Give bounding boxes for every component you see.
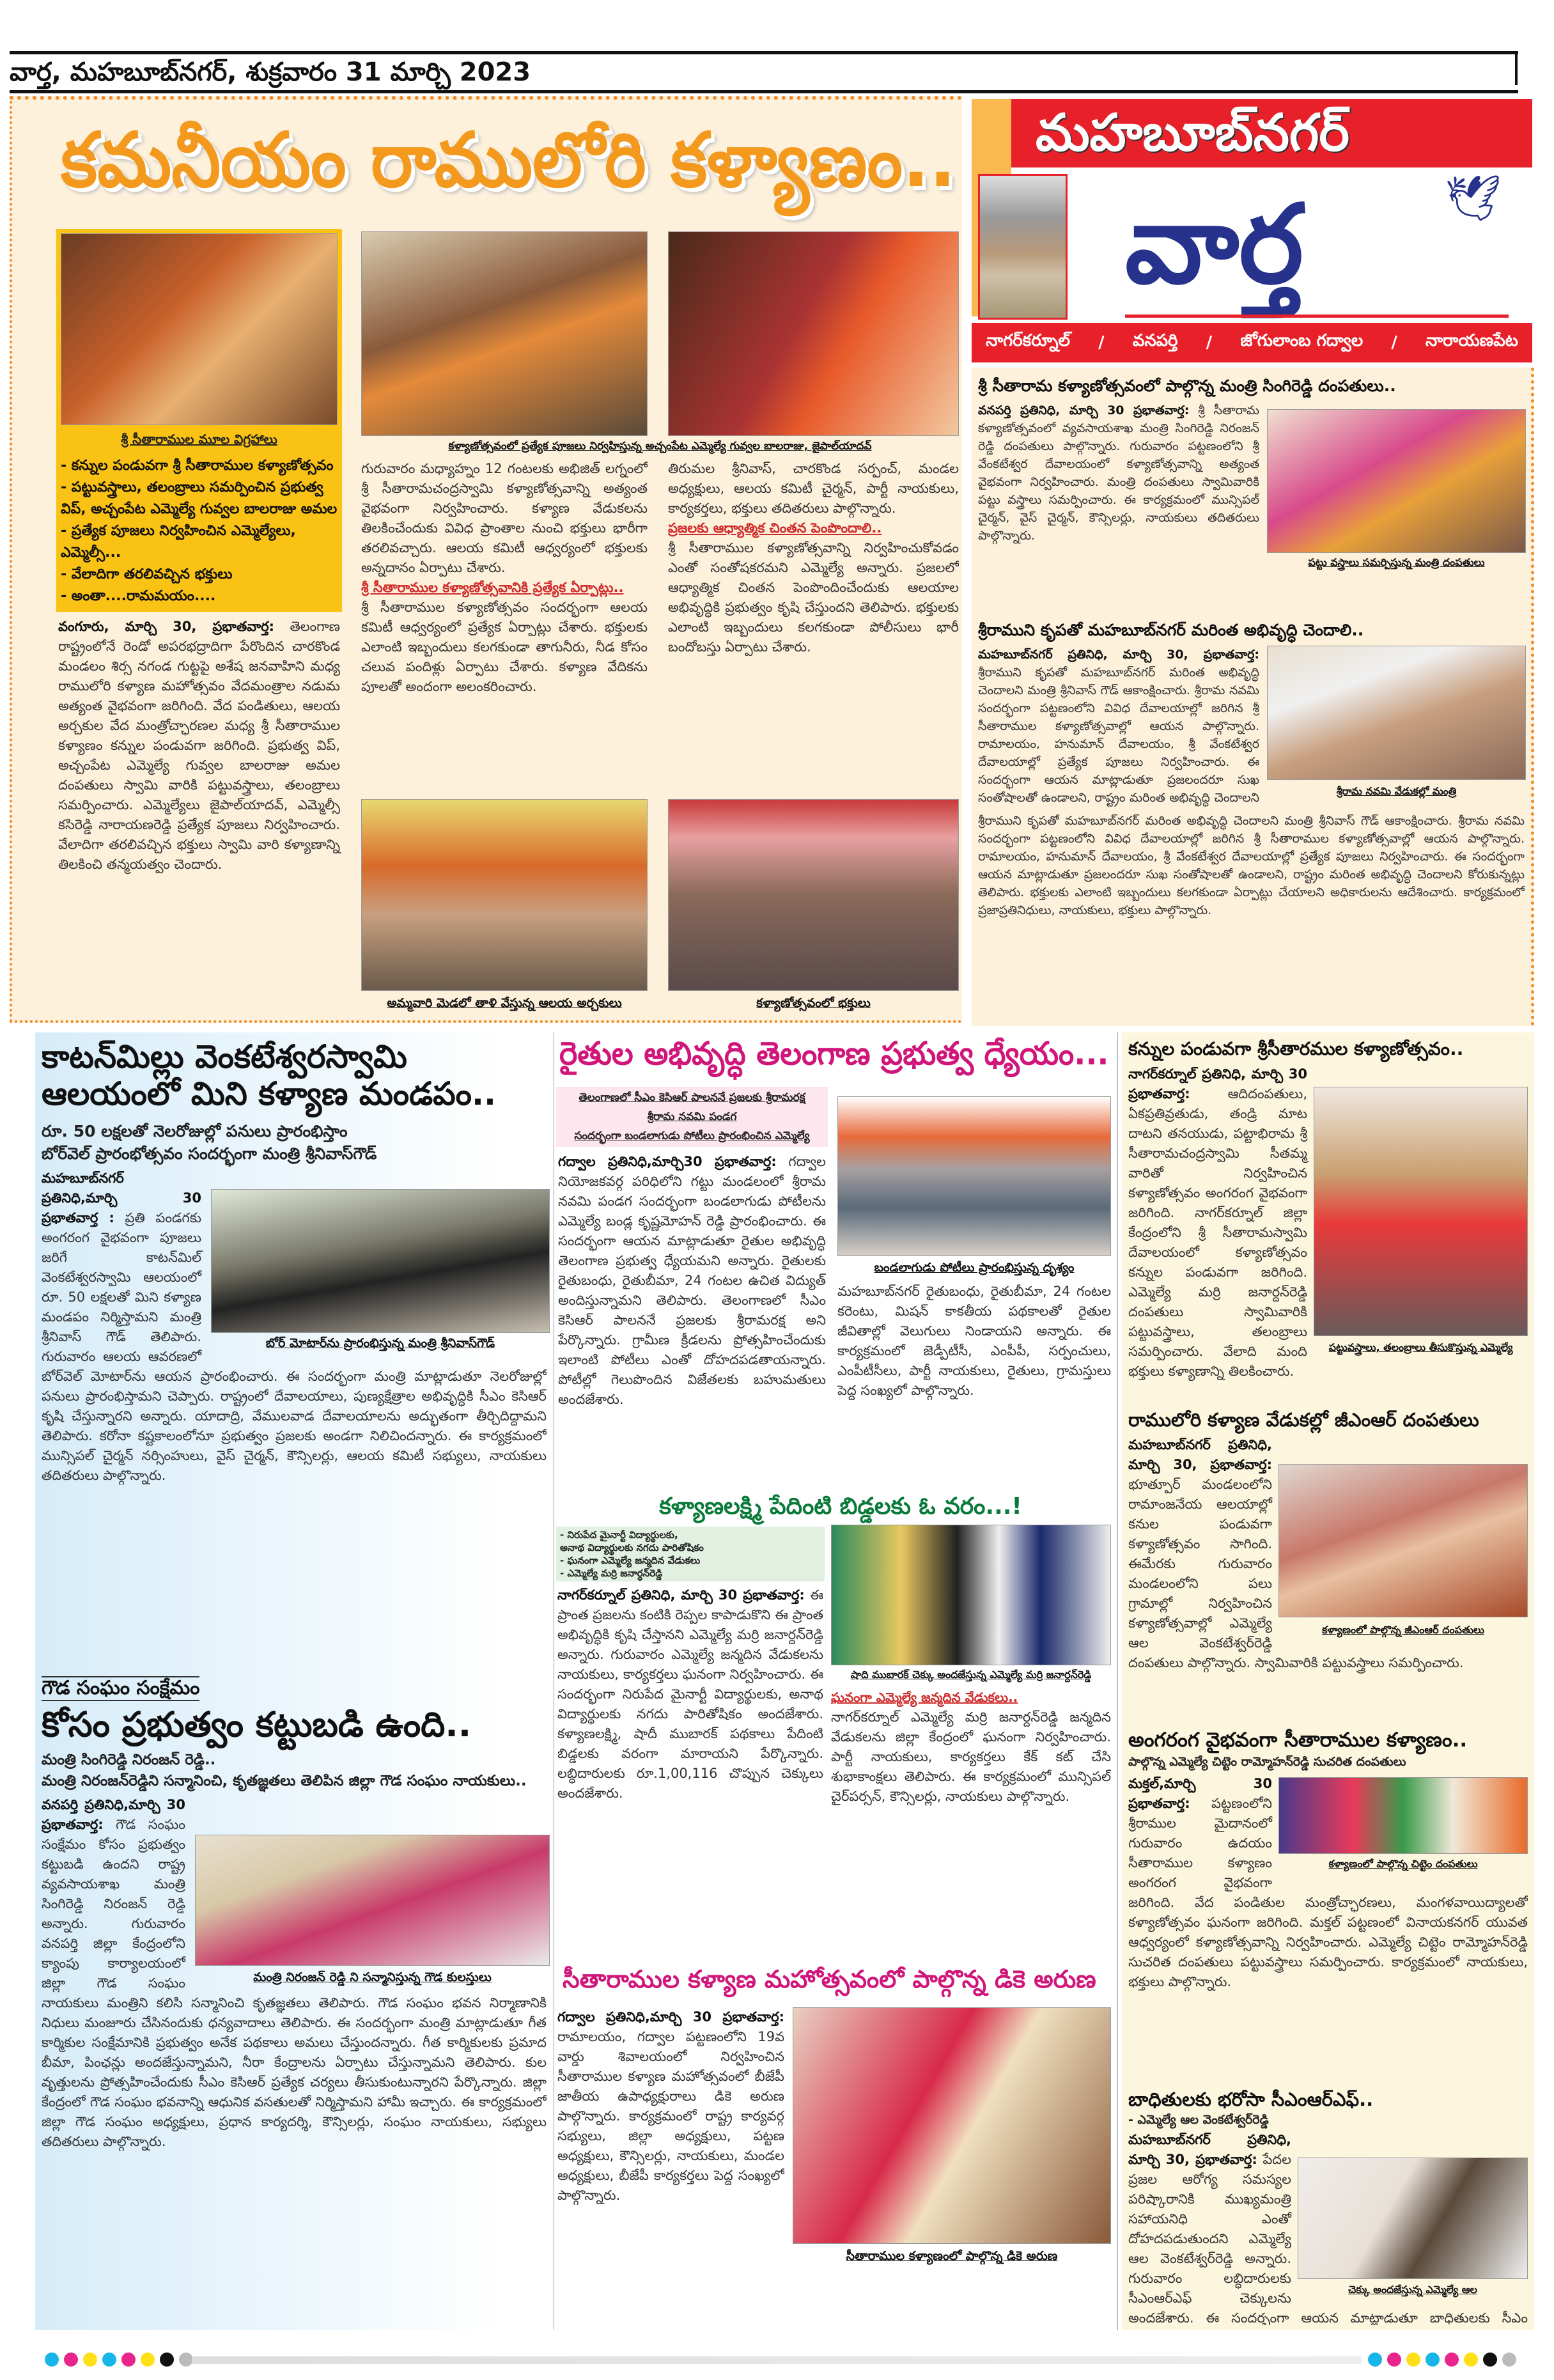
gmr-photo — [1278, 1464, 1528, 1617]
chittem-photo — [1278, 1777, 1528, 1854]
minister-couple-caption: పట్టు వస్త్రాలు సమర్పిస్తున్న మంత్రి దంపతులు — [1308, 556, 1485, 568]
top-story-col2: గురువారం మధ్యాహ్నం 12 గంటలకు అభిజిత్ లగ్నంలో శ్రీ సీతారామచంద్రస్వామి కళ్యాణోత్సవాన్ని అత్యంత వైభవంగా నిర్వహించారు. కళ్యాణ వేడుకలను తిలకించేందుకు వివిధ ప్రాంతాల నుంచి భక్తులు భారీగా తరలివచ్చారు. ఆలయ కమిటీ ఆధ్వర్యంలో భక్తులకు అన్నదానం ఏర్పాటు చేశారు. శ్రీ సీతారాముల కళ్యాణోత్సవానికి ప్రత్యేక ఏర్పాట్లు.. శ్రీ సీతారాముల కళ్యాణోత్సవం సందర్భంగా ఆలయ కమిటీ ఆధ్వర్యంలో ప్రత్యేక ఏర్పాట్లు చేశారు. భక్తులకు ఎలాంటి ఇబ్బందులు కలగకుండా తాగునీరు, నీడ కోసం చలువ పందిళ్లు ఏర్పాటు చేశారు. కళ్యాణ వేదికను పూలతో అందంగా అలంకరించారు. — [361, 461, 648, 694]
dk-aruna-caption: సీతారాముల కళ్యాణంలో పాల్గొన్న డికె అరుణ — [846, 2249, 1058, 2263]
top-story-col1: వంగూరు, మార్చి 30, ప్రభాతవార్త: తెలంగాణ రాష్ట్రంలోనే రెండో అపరభద్రాదిగా పేరొందిన చారకొండ మండలం శిర్స నగండ గుట్టపై అశేష జనవాహిని మధ్య రాములోరి కళ్యాణ మహోత్సవం వేదమంత్రాల నడుమ అత్యంత వైభవంగా జరిగింది. వేద పండితులు, ఆలయ అర్చకుల వేద మంత్రోచ్ఛారణల మధ్య శ్రీ సీతారాముల కళ్యాణం కన్నుల పండువగా జరిగింది. ప్రభుత్వ విప్, అచ్చంపేట ఎమ్మెల్యే గువ్వల బాలరాజు అమల దంపతులు స్వామి వారికి పట్టువస్త్రాలు, తలంబ్రాలు సమర్పించారు. ఎమ్మెల్యేలు జైపాల్‌యాదవ్, ఎమ్మెల్సీ కసిరెడ్డి నారాయణరెడ్డి ప్రత్యేక పూజలు నిర్వహించారు. వేలాదిగా తరలివచ్చిన భక్తులు స్వామి వారి కళ్యాణాన్ని తిలకించి తన్మయత్వం చెందారు. — [58, 619, 340, 872]
district-gadwal: జోగులాంబ గద్వాల — [1240, 331, 1364, 350]
idol-caption: శ్రీ సీతారాముల మూల విగ్రహాలు — [121, 432, 277, 447]
navami-photo — [1267, 646, 1526, 780]
bullet: - కన్నుల పండువగా శ్రీ సీతారాముల కళ్యాణోత్సవం — [61, 458, 334, 474]
gmr-caption: కళ్యాణంలో పాల్గొన్న జీఎంఆర్ దంపతులు — [1322, 1624, 1484, 1636]
dk-aruna-body: గద్వాల ప్రతినిధి,మార్చి 30 ప్రభాతవార్త: రామాలయం, గద్వాల పట్టణంలోని 19వ వార్డు శివాలయంలో నిర్వహించిన సీతారాముల కళ్యాణ మహోత్సవంలో బీజేపీ జాతీయ ఉపాధ్యక్షురాలు డికె అరుణ పాల్గొన్నారు. కార్యక్రమంలో రాష్ట్ర కార్యవర్గ సభ్యులు, జిల్లా అధ్యక్షులు, పట్టణ అధ్యక్షులు, కౌన్సిలర్లు, నాయకులు, మండల అధ్యక్షులు, బీజేపీ కార్యకర్తలు పెద్ద సంఖ్యలో పాల్గొన్నారు. — [557, 2009, 784, 2203]
highlight-bullets — [61, 455, 338, 607]
dk-aruna-headline: సీతారాముల కళ్యాణ మహోత్సవంలో పాల్గొన్న డికె అరుణ — [563, 1965, 1096, 1993]
cmrf-caption: చెక్కు అందజేస్తున్న ఎమ్మెల్యే ఆల — [1348, 2283, 1477, 2296]
cottonmill-sub1: రూ. 50 లక్షలతో నెలరోజుల్లో పనులు ప్రారంభిస్తాం — [42, 1122, 348, 1140]
masthead-city: మహబూబ్‌నగర్ — [1036, 103, 1349, 162]
gowda-caption: మంత్రి నిరంజన్ రెడ్డి ని సన్మానిస్తున్న గౌడ కులస్తులు — [253, 1970, 492, 1984]
gowda-headline: కోసం ప్రభుత్వం కట్టుబడి ఉంది.. — [42, 1704, 472, 1745]
header-top-rule — [10, 51, 1518, 54]
chittem-headline: అంగరంగ వైభవంగా సీతారాముల కళ్యాణం.. — [1128, 1729, 1468, 1752]
dateline: వార్త, మహబూబ్‌నగర్, శుక్రవారం 31 మార్చి 2023 — [10, 58, 531, 87]
gowda-sub1: మంత్రి సింగిరెడ్డి నిరంజన్ రెడ్డి.. — [42, 1752, 216, 1768]
gowda-body: వనపర్తి ప్రతినిధి,మార్చి 30 ప్రభాతవార్త: గౌడ సంఘం సంక్షేమం కోసం ప్రభుత్వం కట్టుబడి ఉందని రాష్ట్ర వ్యవసాయశాఖ మంత్రి సింగిరెడ్డి నిరంజన్ రెడ్డి అన్నారు. గురువారం వనపర్తి జిల్లా కేంద్రంలోని క్యాంపు కార్యాలయంలో జిల్లా గౌడ సంఘం నాయకులు మంత్రిని కలిసి సన్మానించి కృతజ్ఞతలు తెలిపారు. గౌడ సంఘం భవన నిర్మాణానికి నిధులు మంజూరు చేసినందుకు ధన్యవాదాలు తెలిపారు. ఈ సందర్భంగా మంత్రి మాట్లాడుతూ గీత కార్మికుల సంక్షేమానికి ప్రభుత్వం అనేక పథకాలు అమలు చేస్తుందన్నారు. గీత కార్మికులకు ప్రమాద బీమా, పింఛన్లు అందజేస్తున్నామని, నీరా కేంద్రాలను ఏర్పాటు చేస్తున్నామని తెలిపారు. కుల వృత్తులను ప్రోత్సహించేందుకు సీఎం కెసిఆర్ ప్రత్యేక చర్యలు తీసుకుంటున్నారని పేర్కొన్నారు. జిల్లా కేంద్రంలో గౌడ సంఘం భవనాన్ని ఆధునిక వసతులతో నిర్మిస్తామని హామీ ఇచ్చారు. ఈ కార్యక్రమంలో జిల్లా గౌడ సంఘం అధ్యక్షులు, ప్రధాన కార్యదర్శి, కౌన్సిలర్లు, సంఘం నాయకులు, సభ్యులు తదితరులు పాల్గొన్నారు. — [42, 1795, 547, 2326]
gowda-sub2: మంత్రి నిరంజన్‌రెడ్డిని సన్మానించి, కృతజ్ఞతలు తెలిపిన జిల్లా గౌడ సంఘం నాయకులు.. — [42, 1773, 527, 1789]
kalyanalakshmi-left-column — [556, 1527, 825, 1956]
bullet: - పట్టువస్త్రాలు, తలంబ్రాలు సమర్పించిన ప్రభుత్వ విప్, అచ్చంపేట ఎమ్మెల్యే గువ్వల బాలరాజు అమల — [61, 479, 338, 517]
dove-icon: 🕊 — [1445, 172, 1502, 224]
kannula-headline: కన్నుల పండువగా శ్రీసీతారముల కళ్యాణోత్సవం.. — [1128, 1038, 1464, 1059]
cottonmill-headline: కాటన్‌మిల్లు వెంకటేశ్వరస్వామి ఆలయంలో మిని కళ్యాణ మండపం.. — [42, 1038, 497, 1112]
cheque-photo — [831, 1525, 1111, 1665]
registration-marks-left — [45, 2353, 193, 2367]
ritual-caption: అమ్మవారి మెడలో తాళి వేస్తున్న ఆలయ అర్చకులు — [387, 996, 622, 1010]
bull-race-caption: బండలాగుడు పోటీలు ప్రారంభిస్తున్న దృశ్యం — [874, 1261, 1075, 1275]
top-story-col3: తిరుమల శ్రీనివాస్, చారకొండ సర్పంచ్, మండల అధ్యక్షులు, ఆలయ కమిటీ చైర్మన్, పార్టీ నాయకులు, కార్యకర్తలు, భక్తులు తదితరులు పాల్గొన్నారు. ప్రజలకు ఆధ్యాత్మిక చింతన పెంపొందాలి.. శ్రీ సీతారాముల కళ్యాణోత్సవాన్ని నిర్వహించుకోవడం ఎంతో సంతోషకరమని ఎమ్మెల్యే అన్నారు. ప్రజలలో ఆధ్యాత్మిక చింతన పెంపొందించేందుకు ఆలయాల అభివృద్ధికి ప్రభుత్వం కృషి చేస్తుందని తెలిపారు. భక్తులకు ఎలాంటి ఇబ్బందులు కలగకుండా పోలీసులు భారీ బందోబస్తు ఏర్పాటు చేశారు. — [668, 461, 959, 655]
bore-motor-caption: బోర్ మోటార్‌ను ప్రారంభిస్తున్న మంత్రి శ్రీనివాస్‌గౌడ్ — [265, 1336, 495, 1350]
cheque-caption: షాది ముబారక్ చెక్కు అందజేస్తున్న ఎమ్మెల్యే మర్రి జనార్దన్‌రెడ్డి — [850, 1668, 1092, 1681]
header-side-mark — [1515, 54, 1518, 85]
right-top-body2-cont: శ్రీరాముని కృపతో మహబూబ్‌నగర్ మరింత అభివృద్ధి చెందాలని మంత్రి శ్రీనివాస్ గౌడ్ ఆకాంక్షించారు. శ్రీరామ నవమి సందర్భంగా పట్టణంలోని వివిధ దేవాలయాల్లో జరిగిన శ్రీ సీతారాముల కళ్యాణోత్సవాల్లో ఆయన పాల్గొన్నారు. రామాలయం, హనుమాన్ దేవాలయం, శ్రీ వేంకటేశ్వర దేవాలయాల్లో ప్రత్యేక పూజలు నిర్వహించారు. ఈ సందర్భంగా ఆయన మాట్లాడుతూ ప్రజలందరూ సుఖ సంతోషాలతో ఉండాలని, రాష్ట్రం మరింత అభివృద్ధి చెందాలని కోరుకున్నట్లు తెలిపారు. భక్తులకు ఎలాంటి ఇబ్బందులు కలగకుండా ఏర్పాట్లు చేయాలని అధికారులను ఆదేశించారు. కార్యక్రమంలో ప్రజాప్రతినిధులు, నాయకులు, భక్తులు పాల్గొన్నారు. — [978, 814, 1525, 917]
silk-robes-photo — [1314, 1087, 1528, 1336]
chittem-body: మక్తల్,మార్చి 30 ప్రభాతవార్త: పట్టణంలోని శ్రీరాముల మైదానంలో గురువారం ఉదయం సీతారాముల కళ్యాణం అంగరంగ వైభవంగా జరిగింది. వేద పండితుల మంత్రోచ్ఛారణలు, మంగళవాయిద్యాలతో కళ్యాణోత్సవం ఘనంగా జరిగింది. మక్తల్ పట్టణంలో వినాయకనగర్ యువత ఆధ్వర్యంలో కళ్యాణోత్సవాన్ని నిర్వహించారు. ఎమ్మెల్యే చిట్టెం రామ్మోహన్‌రెడ్డి సుచరిత దంపతులు పట్టువస్త్రాలు సమర్పించారు. కార్యక్రమంలో నాయకులు, భక్తులు పాల్గొన్నారు. — [1128, 1774, 1528, 2087]
farmers-left-column — [556, 1087, 828, 1489]
cmrf-sub: - ఎమ్మెల్యే ఆల వెంకటేశ్వర్‌రెడ్డి — [1128, 2113, 1269, 2127]
column-divider — [1117, 1032, 1118, 2330]
devotees-caption: కళ్యాణోత్సవంలో భక్తులు — [756, 996, 871, 1010]
cmrf-body: మహబూబ్‌నగర్ ప్రతినిధి, మార్చి 30, ప్రభాతవార్త: పేదల ప్రజల ఆరోగ్య సమస్యల పరిష్కారానికి ముఖ్యమంత్రి సహాయనిధి ఎంతో దోహదపడుతుందని ఎమ్మెల్యే ఆల వెంకటేశ్వర్‌రెడ్డి అన్నారు. గురువారం లబ్ధిదారులకు సీఎంఆర్ఎఫ్ చెక్కులను అందజేశారు. ఈ సందర్భంగా ఆయన మాట్లాడుతూ బాధితులకు సీఎం — [1128, 2130, 1528, 2325]
logo-underline — [1125, 315, 1509, 318]
header-bottom-rule — [10, 90, 1518, 93]
district-nagarkurnool: నాగర్‌కర్నూల్ — [986, 331, 1070, 350]
chittem-sub: పాల్గొన్న ఎమ్మెల్యే చిట్టెం రామ్మోహన్‌రెడ్డి సుచరిత దంపతులు — [1128, 1755, 1406, 1769]
district-narayanpet: నారాయణపేట — [1425, 331, 1518, 350]
navami-caption: శ్రీరామ నవమి వేడుకల్లో మంత్రి — [1336, 785, 1457, 797]
mla-photo — [668, 231, 959, 436]
kalyanalakshmi-bullets: - నిరుపేద మైనార్టీ విద్యార్థులకు, అనాథ విద్యార్థులకు నగదు పారితోషికం - ఘనంగా ఎమ్మెల్యే జన్మదిన వేడుకలు - ఎమ్మెల్యే మర్రి జనార్ధన్‌రెడ్డి — [556, 1527, 825, 1582]
highlight-box — [56, 229, 342, 612]
gmr-headline: రాములోరి కళ్యాణ వేడుకల్లో జీఎంఆర్ దంపతులు — [1128, 1409, 1479, 1431]
bullet: - వేలాదిగా తరలివచ్చిన భక్తులు — [61, 566, 233, 582]
right-top-headline: శ్రీ సీతారామ కళ్యాణోత్సవంలో పాల్గొన్న మంత్రి సింగిరెడ్డి దంపతులు.. — [978, 377, 1396, 395]
wedding-ritual-photo — [361, 799, 648, 991]
bore-motor-photo — [211, 1189, 550, 1333]
gowda-kicker: గౌడ సంఘం సంక్షేమం — [42, 1676, 199, 1701]
top-story-left-column — [56, 229, 342, 1010]
cottonmill-body: మహబూబ్‌నగర్ ప్రతినిధి,మార్చి 30 ప్రభాతవార్త : ప్రతి పండగకు అంగరంగ వైభవంగా పూజలు జరిగే కాటన్‌మిల్ వెంకటేశ్వరస్వామి ఆలయంలో రూ. 50 లక్షలతో మిని కళ్యాణ మండపం నిర్మిస్తామని మంత్రి శ్రీనివాస్ గౌడ్ తెలిపారు. గురువారం ఆలయ ఆవరణలో బోర్‌వెల్ మోటార్‌ను ఆయన ప్రారంభించారు. ఈ సందర్భంగా మంత్రి మాట్లాడుతూ నెలరోజుల్లో పనులు ప్రారంభిస్తామని చెప్పారు. రాష్ట్రంలో దేవాలయాలు, పుణ్యక్షేత్రాల అభివృద్ధికి సీఎం కెసిఆర్ కృషి చేస్తున్నారని అన్నారు. యాదాద్రి, వేములవాడ దేవాలయాలను అద్భుతంగా తీర్చిదిద్దామని తెలిపారు. కరోనా కష్టకాలంలోనూ ప్రభుత్వం ప్రజలకు అండగా నిలిచిందన్నారు. ఈ కార్యక్రమంలో మున్సిపల్ చైర్మన్ నర్సింహులు, వైస్ చైర్మన్, కౌన్సిలర్లు, ఆలయ కమిటీ సభ్యులు, నాయకులు తదితరులు పాల్గొన్నారు. — [42, 1169, 547, 1674]
right-top-headline2: శ్రీరాముని కృపతో మహబూబ్‌నగర్ మరింత అభివృద్ధి చెందాలి.. — [978, 621, 1364, 639]
kalyanalakshmi-headline: కళ్యాణలక్ష్మి పేదింటి బిడ్డలకు ఓ వరం...! — [659, 1493, 1022, 1520]
cmrf-photo — [1298, 2158, 1528, 2279]
bull-race-photo — [837, 1096, 1111, 1256]
cottonmill-sub2: బోర్‌వెల్ ప్రారంభోత్సవం సందర్భంగా మంత్రి శ్రీనివాస్‌గౌడ్ — [42, 1144, 377, 1163]
registration-marks-right — [1368, 2353, 1516, 2367]
footer-bar — [192, 2356, 1362, 2364]
farmers-box: తెలంగాణలో సీఎం కెసిఆర్ పాలననే ప్రజలకు శ్రీరామరక్ష శ్రీరామ నవమి పండగ సందర్భంగా బండలాగుడు పోటీలు ప్రారంభించిన ఎమ్మెల్యే — [556, 1087, 828, 1147]
gowda-felicitation-photo — [195, 1835, 550, 1966]
bullet: - అంతా....రామమయం.... — [61, 588, 216, 604]
minister-couple-photo — [1267, 409, 1526, 553]
right-top-body: వనపర్తి ప్రతినిధి, మార్చి 30 ప్రభాతవార్త: శ్రీ సీతారామ కళ్యాణోత్సవంలో వ్యవసాయశాఖ మంత్రి సింగిరెడ్డి నిరంజన్ రెడ్డి దంపతులు పాల్గొన్నారు. గురువారం పట్టణంలోని శ్రీ వేంకటేశ్వర దేవాలయంలో కళ్యాణోత్సవాన్ని అత్యంత వైభవంగా నిర్వహించారు. మంత్రి దంపతులు స్వామివారికి పట్టు వస్త్రాలు సమర్పించారు. ఈ కార్యక్రమంలో మున్సిపల్ చైర్మన్, వైస్ చైర్మన్, కౌన్సిలర్లు, నాయకులు తదితరులు పాల్గొన్నారు. — [978, 403, 1259, 543]
right-top-body2: మహబూబ్‌నగర్ ప్రతినిధి, మార్చి 30, ప్రభాతవార్త: శ్రీరాముని కృపతో మహబూబ్‌నగర్ మరింత అభివృద్ధి చెందాలని మంత్రి శ్రీనివాస్ గౌడ్ ఆకాంక్షించారు. శ్రీరామ నవమి సందర్భంగా పట్టణంలోని వివిధ దేవాలయాల్లో జరిగిన శ్రీ సీతారాముల కళ్యాణోత్సవాల్లో ఆయన పాల్గొన్నారు. రామాలయం, హనుమాన్ దేవాలయం, శ్రీ వేంకటేశ్వర దేవాలయాల్లో ప్రత్యేక పూజలు నిర్వహించారు. ఈ సందర్భంగా ఆయన మాట్లాడుతూ ప్రజలందరూ సుఖ సంతోషాలతో ఉండాలని, రాష్ట్రం మరింత అభివృద్ధి చెందాలని — [978, 648, 1259, 805]
bullet: - ప్రత్యేక పూజలు నిర్వహించిన ఎమ్మెల్యేలు, ఎమ్మెల్సీ... — [61, 523, 296, 561]
cmrf-headline: బాధితులకు భరోసా సీఎంఆర్ఎఫ్.. — [1128, 2088, 1374, 2110]
dk-aruna-photo — [793, 2007, 1111, 2244]
dam-photo — [978, 174, 1068, 320]
kannula-body: నాగర్‌కర్నూల్ ప్రతినిధి, మార్చి 30 ప్రభాతవార్త: ఆదిదంపతులు, ఏకప్రతివ్రతుడు, తండ్రి మాట దాటని తనయుడు, పట్టాభిరామ శ్రీ సీతారామచంద్రస్వామి సీతమ్మ వారితో నిర్వహించిన కళ్యాణోత్సవం అంగరంగ వైభవంగా జరిగింది. నాగర్‌కర్నూల్ జిల్లా కేంద్రంలోని శ్రీ సీతారామస్వామి దేవాలయంలో కళ్యాణోత్సవం కన్నుల పండువగా జరిగింది. ఎమ్మెల్యే మర్రి జనార్దన్‌రెడ్డి దంపతులు స్వామివారికి పట్టువస్త్రాలు, తలంబ్రాలు సమర్పించారు. వేలాది మంది భక్తులు కళ్యాణాన్ని తిలకించారు. — [1128, 1064, 1528, 1403]
farmers-headline: రైతుల అభివృద్ధి తెలంగాణ ప్రభుత్వ ధ్యేయం... — [559, 1035, 1109, 1072]
silk-robes-caption: పట్టువస్త్రాలు, తలంబ్రాలు తీసుకొస్తున్న ఎమ్మెల్యే — [1328, 1341, 1513, 1353]
vaartha-logo: వార్త — [1125, 182, 1303, 308]
chittem-caption: కళ్యాణంలో పాల్గొన్న చిట్టెం దంపతులు — [1328, 1858, 1478, 1870]
farmers-body-b: మహబూబ్‌నగర్ రైతుబంధు, రైతుబీమా, 24 గంటల కరెంటు, మిషన్ కాకతీయ పథకాలతో రైతుల జీవితాల్లో వెలుగులు నిండాయని అన్నారు. ఈ కార్యక్రమంలో జెడ్పీటీసీ, ఎంపీపీ, సర్పంచులు, ఎంపీటీసీలు, పార్టీ నాయకులు, రైతులు, గ్రామస్తులు పెద్ద సంఖ్యలో పాల్గొన్నారు. — [837, 1284, 1111, 1398]
farmers-body: గద్వాల ప్రతినిధి,మార్చి30 ప్రభాతవార్త: గద్వాల నియోజకవర్గ పరిధిలోని గట్టు మండలంలో శ్రీరామ నవమి పండగ సందర్భంగా బండలాగుడు పోటీలను ఎమ్మెల్యే బండ్ల కృష్ణమోహన్ రెడ్డి ప్రారంభించారు. ఈ సందర్భంగా ఆయన మాట్లాడుతూ రైతుల అభివృద్ధి తెలంగాణ ప్రభుత్వ ధ్యేయమని అన్నారు. రైతులకు రైతుబంధు, రైతుబీమా, 24 గంటల ఉచిత విద్యుత్ అందిస్తున్నామని తెలిపారు. తెలంగాణలో సీఎం కెసిఆర్ పాలననే ప్రజలకు శ్రీరామరక్ష అని పేర్కొన్నారు. గ్రామీణ క్రీడలను ప్రోత్సహించేందుకు ఇలాంటి పోటీలు ఎంతో దోహదపడతాయన్నారు. పోటీల్లో గెలుపొందిన విజేతలకు బహుమతులు అందజేశారు. — [558, 1154, 826, 1407]
district-wanaparthy: వనపర్తి — [1132, 331, 1178, 350]
devotees-photo — [668, 799, 959, 991]
idol-photo — [61, 233, 338, 425]
top-story-headline: కమనీయం రాములోరి కళ్యాణం.. — [61, 116, 956, 204]
birthday-body: ఘనంగా ఎమ్మెల్యే జన్మదిన వేడుకలు.. నాగర్‌కర్నూల్ ఎమ్మెల్యే మర్రి జనార్దన్‌రెడ్డి జన్మదిన వేడుకలను జిల్లా కేంద్రంలో ఘనంగా నిర్వహించారు. పార్టీ నాయకులు, కార్యకర్తలు కేక్ కట్ చేసి శుభాకాంక్షలు తెలిపారు. ఈ కార్యక్రమంలో మున్సిపల్ చైర్‌పర్సన్, కౌన్సిలర్లు, నాయకులు పాల్గొన్నారు. — [831, 1690, 1111, 1804]
puja-caption: కళ్యాణోత్సవంలో ప్రత్యేక పూజలు నిర్వహిస్తున్న అచ్చంపేట ఎమ్మెల్యే గువ్వల బాలరాజు, జైపాల్‌యాదవ్ — [448, 440, 872, 453]
district-bar: నాగర్‌కర్నూల్ / వనపర్తి / జోగులాంబ గద్వాల / నారాయణపేట — [972, 323, 1532, 362]
puja-photo — [361, 231, 648, 436]
kalyanalakshmi-body: నాగర్‌కర్నూల్ ప్రతినిధి, మార్చి 30 ప్రభాతవార్త: ఈ ప్రాంత ప్రజలను కంటికి రెప్పల కాపాడుకొని ఈ ప్రాంత అభివృద్ధికి కృషి చేస్తానని ఎమ్మెల్యే మర్రి జనార్దన్‌రెడ్డి అన్నారు. గురువారం ఎమ్మెల్యే జన్మదిన వేడుకలను నాయకులు, కార్యకర్తలు ఘనంగా నిర్వహించారు. ఈ సందర్భంగా నిరుపేద మైనార్టీ విద్యార్థులకు, అనాథ విద్యార్థులకు నగదు పారితోషికం అందజేశారు. కళ్యాణలక్ష్మి, షాదీ ముబారక్ పథకాలు పేదింటి బిడ్డలకు వరంగా మారాయని పేర్కొన్నారు. లబ్ధిదారులకు రూ.1,00,116 చొప్పున చెక్కులు అందజేశారు. — [557, 1587, 824, 1801]
gmr-body: మహబూబ్‌నగర్ ప్రతినిధి, మార్చి 30, ప్రభాతవార్త: భూత్పూర్ మండలంలోని రామాంజనేయ ఆలయాల్లో కనుల పండువగా కళ్యాణోత్సవం సాగింది. ఈమేరకు గురువారం మండలంలోని పలు గ్రామాల్లో నిర్వహించిన కళ్యాణోత్సవాల్లో ఎమ్మెల్యే ఆల వెంకటేశ్వర్‌రెడ్డి దంపతులు పాల్గొన్నారు. స్వామివారికి పట్టువస్త్రాలు సమర్పించారు. — [1128, 1435, 1528, 1723]
